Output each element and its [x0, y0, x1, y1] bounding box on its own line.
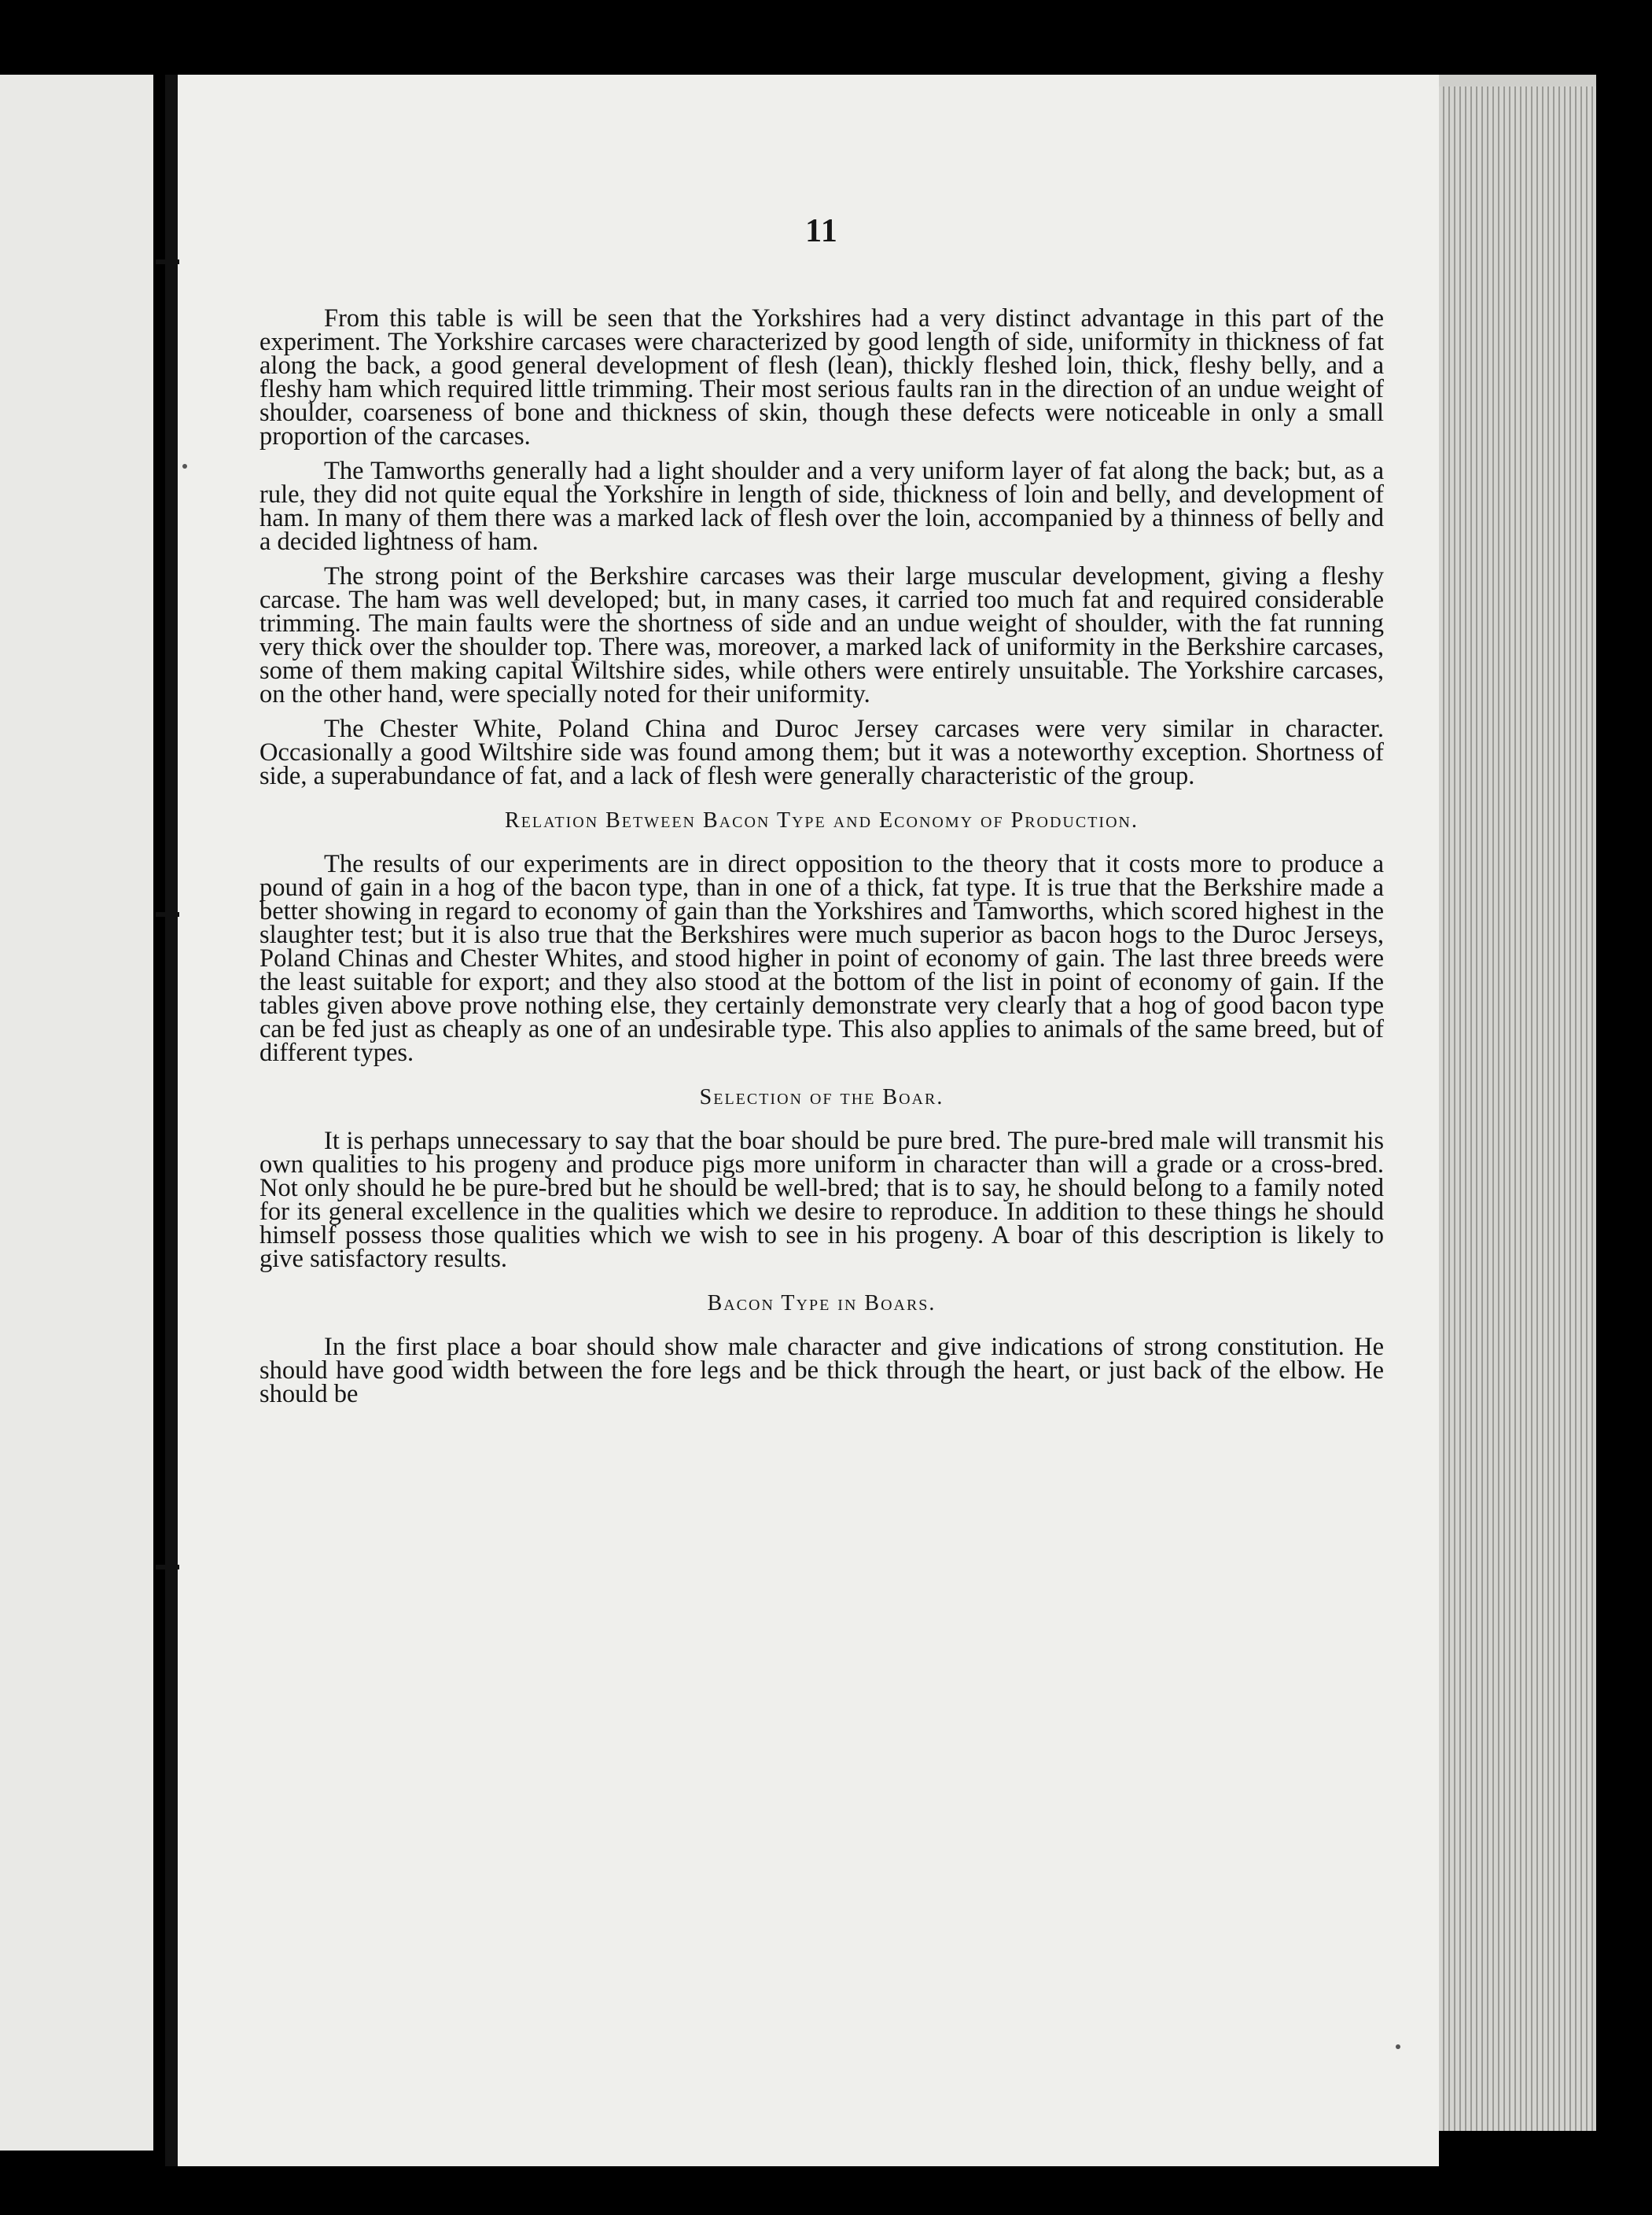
page-binding	[165, 75, 178, 2166]
section-heading: Selection of the Boar.	[699, 1085, 944, 1109]
paragraph: The Tamworths generally had a light shoulder and a very uniform layer of fat along the back; but, as a rule, they did not quite equal the Yorkshire in length of side, thickness of loin and belly, and development of ham. In many of them there was a marked lack of flesh over the loin, accompanied by a thinness of belly and a decided lightness of ham.	[259, 457, 1384, 556]
paragraph: It is perhaps unnecessary to say that the boar should be pure bred. The pure-bred male will transmit his own qualities to his progeny and produce pigs more uniform in character than will a grade or a cross-bred. Not only should he be pure-bred but he should be well-bred; that is to say, he should belong to a family noted for its general excellence in the qualities which we desire to reproduce. In addition to these things he should himself possess those qualities which we wish to see in his progeny. A boar of this description is likely to give satisfactory results.	[259, 1127, 1384, 1273]
speck	[182, 464, 187, 469]
section-heading: Relation Between Bacon Type and Economy of Production.	[505, 808, 1139, 833]
binding-tick	[156, 1565, 179, 1569]
paragraph: In the first place a boar should show male character and give indications of strong constitution. He should have good width between the fore legs and be thick through the heart, or just back of the elbow. He should be	[259, 1333, 1384, 1408]
paragraph: The results of our experiments are in direct opposition to the theory that it costs more to produce a pound of gain in a hog of the bacon type, than in one of a thick, fat type. It is true that the Berkshire made a better showing in regard to economy of gain than the Yorkshires and Tamworths, which scored highest in the slaughter test; but it is also true that the Berkshires were much superior as bacon hogs to the Duroc Jerseys, Poland Chinas and Chester Whites, and stood higher in point of economy of gain. The last three breeds were the least suitable for export; and they also stood at the bottom of the list in point of economy of gain. If the tables given above prove nothing else, they certainly demonstrate very clearly that a hog of good bacon type can be fed just as cheaply as one of an undesirable type. This also applies to animals of the same breed, but of different types.	[259, 850, 1384, 1067]
page-number: 11	[805, 213, 838, 249]
page-text-block	[259, 212, 1384, 1417]
binding-tick	[156, 912, 179, 917]
speck	[1396, 2044, 1400, 2049]
page-stack-edge	[1439, 86, 1596, 2131]
paragraph: The strong point of the Berkshire carcases was their large muscular development, giving a fleshy carcase. The ham was well developed; but, in many cases, it carried too much fat and required considerable trimming. The main faults were the shortness of side and an undue weight of shoulder, with the fat running very thick over the shoulder top. There was, moreover, a marked lack of uniformity in the Berkshire carcases, some of them making capital Wiltshire sides, while others were entirely unsuitable. The Yorkshire carcases, on the other hand, were specially noted for their uniformity.	[259, 562, 1384, 708]
facing-page-edge	[0, 75, 153, 2151]
paragraph: From this table is will be seen that the Yorkshires had a very distinct advantage in this part of the experiment. The Yorkshire carcases were characterized by good length of side, uniformity in thickness of fat along the back, a good general development of flesh (lean), thickly fleshed loin, thick, fleshy belly, and a fleshy ham which required little trimming. Their most serious faults ran in the direction of an undue weight of shoulder, coarseness of bone and thickness of skin, though these defects were noticeable in only a small proportion of the carcases.	[259, 304, 1384, 451]
section-heading: Bacon Type in Boars.	[707, 1291, 936, 1315]
paragraph: The Chester White, Poland China and Duroc Jersey carcases were very similar in character. Occasionally a good Wiltshire side was found among them; but it was a noteworthy exception. Shortness of side, a superabundance of fat, and a lack of flesh were generally characteristic of the group.	[259, 715, 1384, 790]
binding-tick	[156, 259, 179, 264]
